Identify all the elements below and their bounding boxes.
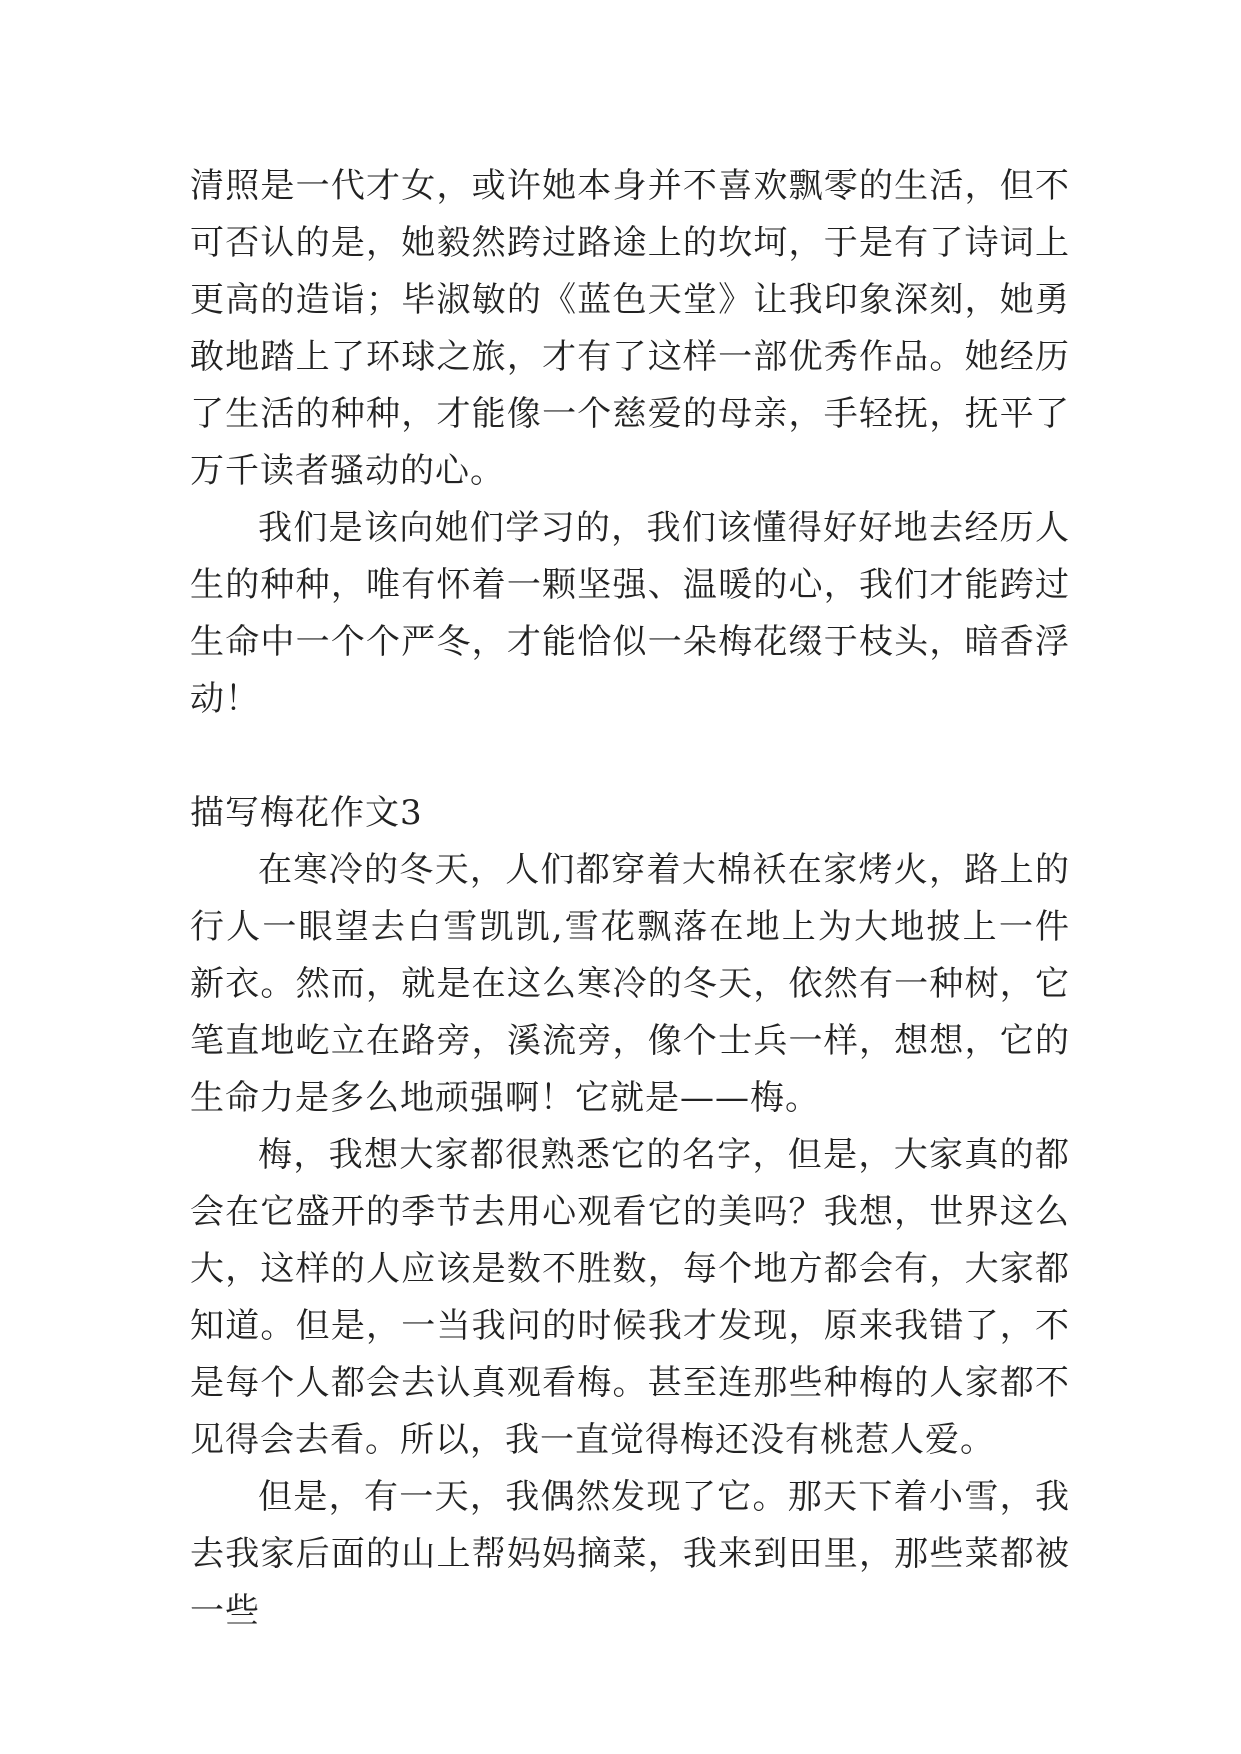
paragraph-1: 清照是一代才女，或许她本身并不喜欢飘零的生活，但不可否认的是，她毅然跨过路途上的坎坷，于是有了诗词上更高的造诣；毕淑敏的《蓝色天堂》让我印象深刻，她勇敢地踏上了环球之旅，才有了这样一部优秀作品。她经历了生活的种种，才能像一个慈爱的母亲，手轻抚，抚平了万千读者骚动的心。	[190, 166, 1070, 491]
paragraph-4: 梅，我想大家都很熟悉它的名字，但是，大家真的都会在它盛开的季节去用心观看它的美吗？我想，世界这么大，这样的人应该是数不胜数，每个地方都会有，大家都知道。但是，一当我问的时候我才发现，原来我错了，不是每个人都会去认真观看梅。甚至连那些种梅的人家都不见得会去看。所以，我一直觉得梅还没有桃惹人爱。	[190, 1135, 1070, 1460]
document-body	[190, 158, 1070, 1640]
paragraph-3: 在寒冷的冬天，人们都穿着大棉袄在家烤火，路上的行人一眼望去白雪凯凯,雪花飘落在地上为大地披上一件新衣。然而，就是在这么寒冷的冬天，依然有一种树，它笔直地屹立在路旁，溪流旁，像个士兵一样，想想，它的生命力是多么地顽强啊！它就是——梅。	[190, 850, 1070, 1118]
paragraph-2: 我们是该向她们学习的，我们该懂得好好地去经历人生的种种，唯有怀着一颗坚强、温暖的心，我们才能跨过生命中一个个严冬，才能恰似一朵梅花缀于枝头，暗香浮动！	[190, 508, 1070, 719]
paragraph-5: 但是，有一天，我偶然发现了它。那天下着小雪，我去我家后面的山上帮妈妈摘菜，我来到田里，那些菜都被一些	[190, 1477, 1070, 1631]
section-heading: 描写梅花作文3	[190, 793, 423, 833]
